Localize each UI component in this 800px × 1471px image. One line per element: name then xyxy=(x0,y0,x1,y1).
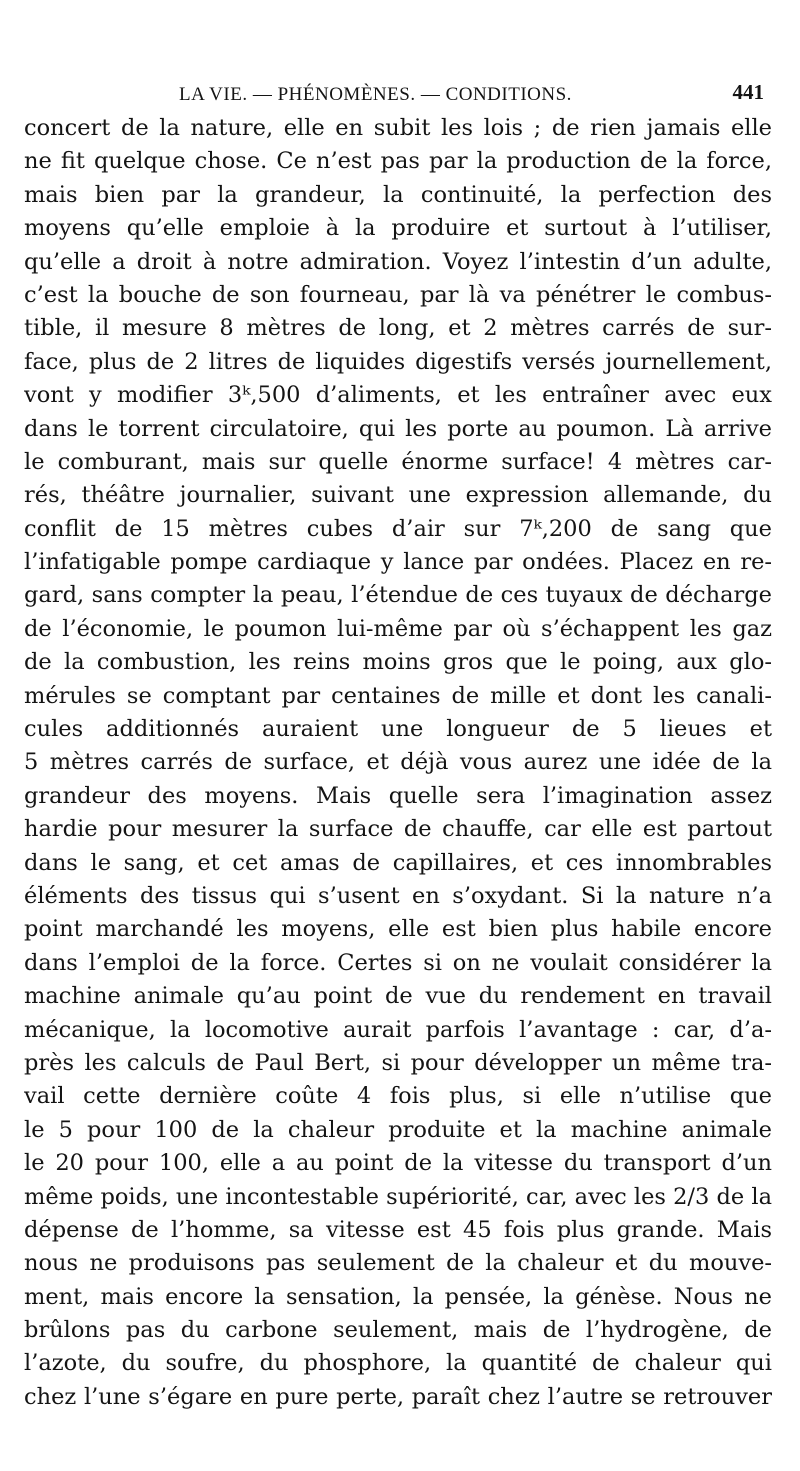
text-line: le comburant, mais sur quelle énorme surface! 4 mètres car- xyxy=(24,448,772,475)
text-line: dans le torrent circulatoire, qui les porte au poumon. Là arrive xyxy=(24,415,772,442)
text-line: mécanique, la locomotive aurait parfois l’avantage : car, d’a- xyxy=(24,1016,772,1043)
page-header xyxy=(24,76,772,112)
text-line: qu’elle a droit à notre admiration. Voyez l’intestin d’un adulte, xyxy=(24,248,772,275)
text-line: même poids, une incontestable supériorité, car, avec les 2/3 de la xyxy=(24,1183,772,1210)
running-head: LA VIE. — PHÉNOMÈNES. — CONDITIONS. xyxy=(179,84,572,105)
text-line: vont y modifier 3ᵏ,500 d’aliments, et les entraîner avec eux xyxy=(24,382,772,409)
text-line: l’infatigable pompe cardiaque y lance par ondées. Placez en re- xyxy=(24,549,772,576)
text-line: le 20 pour 100, elle a au point de la vitesse du transport d’un xyxy=(24,1150,772,1177)
text-line: hardie pour mesurer la surface de chauffe, car elle est partout xyxy=(24,816,772,843)
text-line: machine animale qu’au point de vue du rendement en travail xyxy=(24,983,772,1010)
text-line: dans l’emploi de la force. Certes si on ne voulait considérer la xyxy=(24,949,772,976)
text-line: concert de la nature, elle en subit les lois ; de rien jamais elle xyxy=(24,115,772,141)
text-line: brûlons pas du carbone seulement, mais de l’hydrogène, de xyxy=(24,1317,772,1344)
text-line: le 5 pour 100 de la chaleur produite et la machine animale xyxy=(24,1116,772,1143)
text-line: mérules se comptant par centaines de mille et dont les canali- xyxy=(24,682,772,709)
text-line: 5 mètres carrés de surface, et déjà vous aurez une idée de la xyxy=(24,749,772,776)
text-line: éléments des tissus qui s’usent en s’oxydant. Si la nature n’a xyxy=(24,882,772,909)
text-line: grandeur des moyens. Mais quelle sera l’imagination assez xyxy=(24,782,772,809)
book-page xyxy=(24,76,772,1414)
text-line: mais bien par la grandeur, la continuité, la perfection des xyxy=(24,181,772,208)
text-line: c’est la bouche de son fourneau, par là va pénétrer le combus- xyxy=(24,281,772,308)
text-line: moyens qu’elle emploie à la produire et surtout à l’utiliser, xyxy=(24,215,772,242)
text-line: face, plus de 2 litres de liquides digestifs versés journellement, xyxy=(24,348,772,375)
text-line: nous ne produisons pas seulement de la chaleur et du mouve- xyxy=(24,1250,772,1277)
text-line: de la combustion, les reins moins gros que le poing, aux glo- xyxy=(24,649,772,676)
text-line: point marchandé les moyens, elle est bien plus habile encore xyxy=(24,916,772,943)
text-line: vail cette dernière coûte 4 fois plus, si elle n’utilise que xyxy=(24,1083,772,1110)
text-line: ment, mais encore la sensation, la pensée, la génèse. Nous ne xyxy=(24,1283,772,1310)
text-line: près les calculs de Paul Bert, si pour développer un même tra- xyxy=(24,1049,772,1076)
text-line: chez l’une s’égare en pure perte, paraît chez l’autre se retrouver xyxy=(24,1383,772,1410)
text-line: de l’économie, le poumon lui-même par où s’échappent les gaz xyxy=(24,615,772,642)
text-line: ne fit quelque chose. Ce n’est pas par la production de la force, xyxy=(24,148,772,175)
text-line: gard, sans compter la peau, l’étendue de ces tuyaux de décharge xyxy=(24,582,772,609)
text-line: dépense de l’homme, sa vitesse est 45 fois plus grande. Mais xyxy=(24,1216,772,1243)
text-line: dans le sang, et cet amas de capillaires, et ces innombrables xyxy=(24,849,772,876)
text-line: cules additionnés auraient une longueur de 5 lieues et xyxy=(24,716,772,743)
text-line: rés, théâtre journalier, suivant une expression allemande, du xyxy=(24,482,772,509)
text-line: tible, il mesure 8 mètres de long, et 2 mètres carrés de sur- xyxy=(24,315,772,342)
text-line: conflit de 15 mètres cubes d’air sur 7ᵏ,200 de sang que xyxy=(24,515,772,542)
body-text xyxy=(24,112,772,1414)
text-line: l’azote, du soufre, du phosphore, la quantité de chaleur qui xyxy=(24,1350,772,1377)
page-number: 441 xyxy=(732,80,764,104)
